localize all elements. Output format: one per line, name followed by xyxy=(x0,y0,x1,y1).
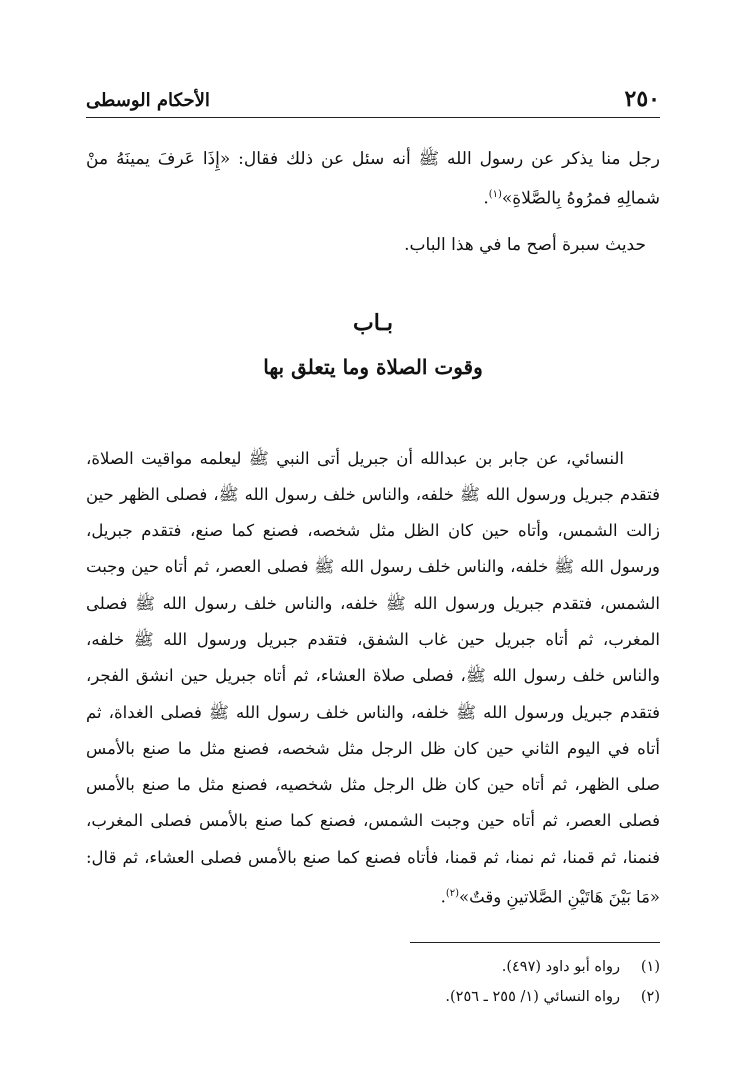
footnote-number: (٢) xyxy=(640,989,660,1005)
footnote-2 xyxy=(86,982,660,1012)
page-header xyxy=(86,82,660,118)
hadith-end: . xyxy=(440,887,446,907)
hadith-paragraph xyxy=(86,441,660,916)
footnote-ref-1: (١) xyxy=(488,189,502,200)
continuation-paragraph xyxy=(86,141,660,217)
chapter-subtitle: وقوت الصلاة وما يتعلق بها xyxy=(263,355,483,379)
continuation-text: رجل منا يذكر عن رسول الله ﷺ أنه سئل عن ذلك فقال: «إِذَا عَرفَ يمينَهُ منْ شمالِهِ فمرُوهُ بِالصَّلاةِ» xyxy=(86,149,660,209)
page-number: ٢٥٠ xyxy=(624,86,660,112)
footnote-number: (١) xyxy=(640,959,660,975)
chapter-title: بـاب xyxy=(353,310,393,336)
footnote-divider xyxy=(410,942,660,943)
continuation-end: . xyxy=(483,188,489,209)
hadith-text: النسائي، عن جابر بن عبدالله أن جبريل أتى النبي ﷺ ليعلمه مواقيت الصلاة، فتقدم جبريل ورسول الله ﷺ خلفه، والناس خلف رسول الله ﷺ، فصلى الظهر حين زالت الشمس، وأتاه حين كان الظل مثل شخصه، فصنع كما صنع، فتقدم جبريل، ورسول الله ﷺ خلفه، والناس خلف رسول الله ﷺ فصلى العصر، ثم أتاه حين وجبت الشمس، فتقدم جبريل ورسول الله ﷺ خلفه، والناس خلف رسول الله ﷺ فصلى المغرب، ثم أتاه جبريل حين غاب الشفق، فتقدم جبريل ورسول الله ﷺ خلفه، والناس خلف رسول الله ﷺ، فصلى صلاة العشاء، ثم أتاه جبريل حين انشق الفجر، فتقدم جبريل ورسول الله ﷺ خلفه، والناس خلف رسول الله ﷺ فصلى الغداة، ثم أتاه في اليوم الثاني حين كان ظل الرجل مثل شخصه، فصنع مثل ما صنع بالأمس صلى الظهر، ثم أتاه حين كان ظل الرجل مثل شخصيه، فصنع مثل ما صنع بالأمس فصلى العصر، ثم أتاه حين وجبت الشمس، فصنع كما صنع بالأمس فصلى المغرب، فنمنا، ثم قمنا، ثم نمنا، ثم قمنا، فأتاه فصنع كما صنع بالأمس فصلى العشاء، ثم قال: «مَا بَيْنَ هَاتَيْنِ الصَّلاتينِ وقتٌ» xyxy=(86,448,660,907)
footnote-ref-2: (٢) xyxy=(445,888,460,900)
running-title: الأحكام الوسطى xyxy=(86,90,210,111)
footnote-1 xyxy=(86,952,660,982)
header-divider xyxy=(86,117,660,118)
footnotes xyxy=(86,952,660,1012)
footnote-text: رواه أبو داود (٤٩٧). xyxy=(501,959,620,975)
verdict-paragraph: حديث سبرة أصح ما في هذا الباب. xyxy=(404,235,646,255)
footnote-text: رواه النسائي (١/ ٢٥٥ ـ ٢٥٦). xyxy=(445,989,620,1005)
